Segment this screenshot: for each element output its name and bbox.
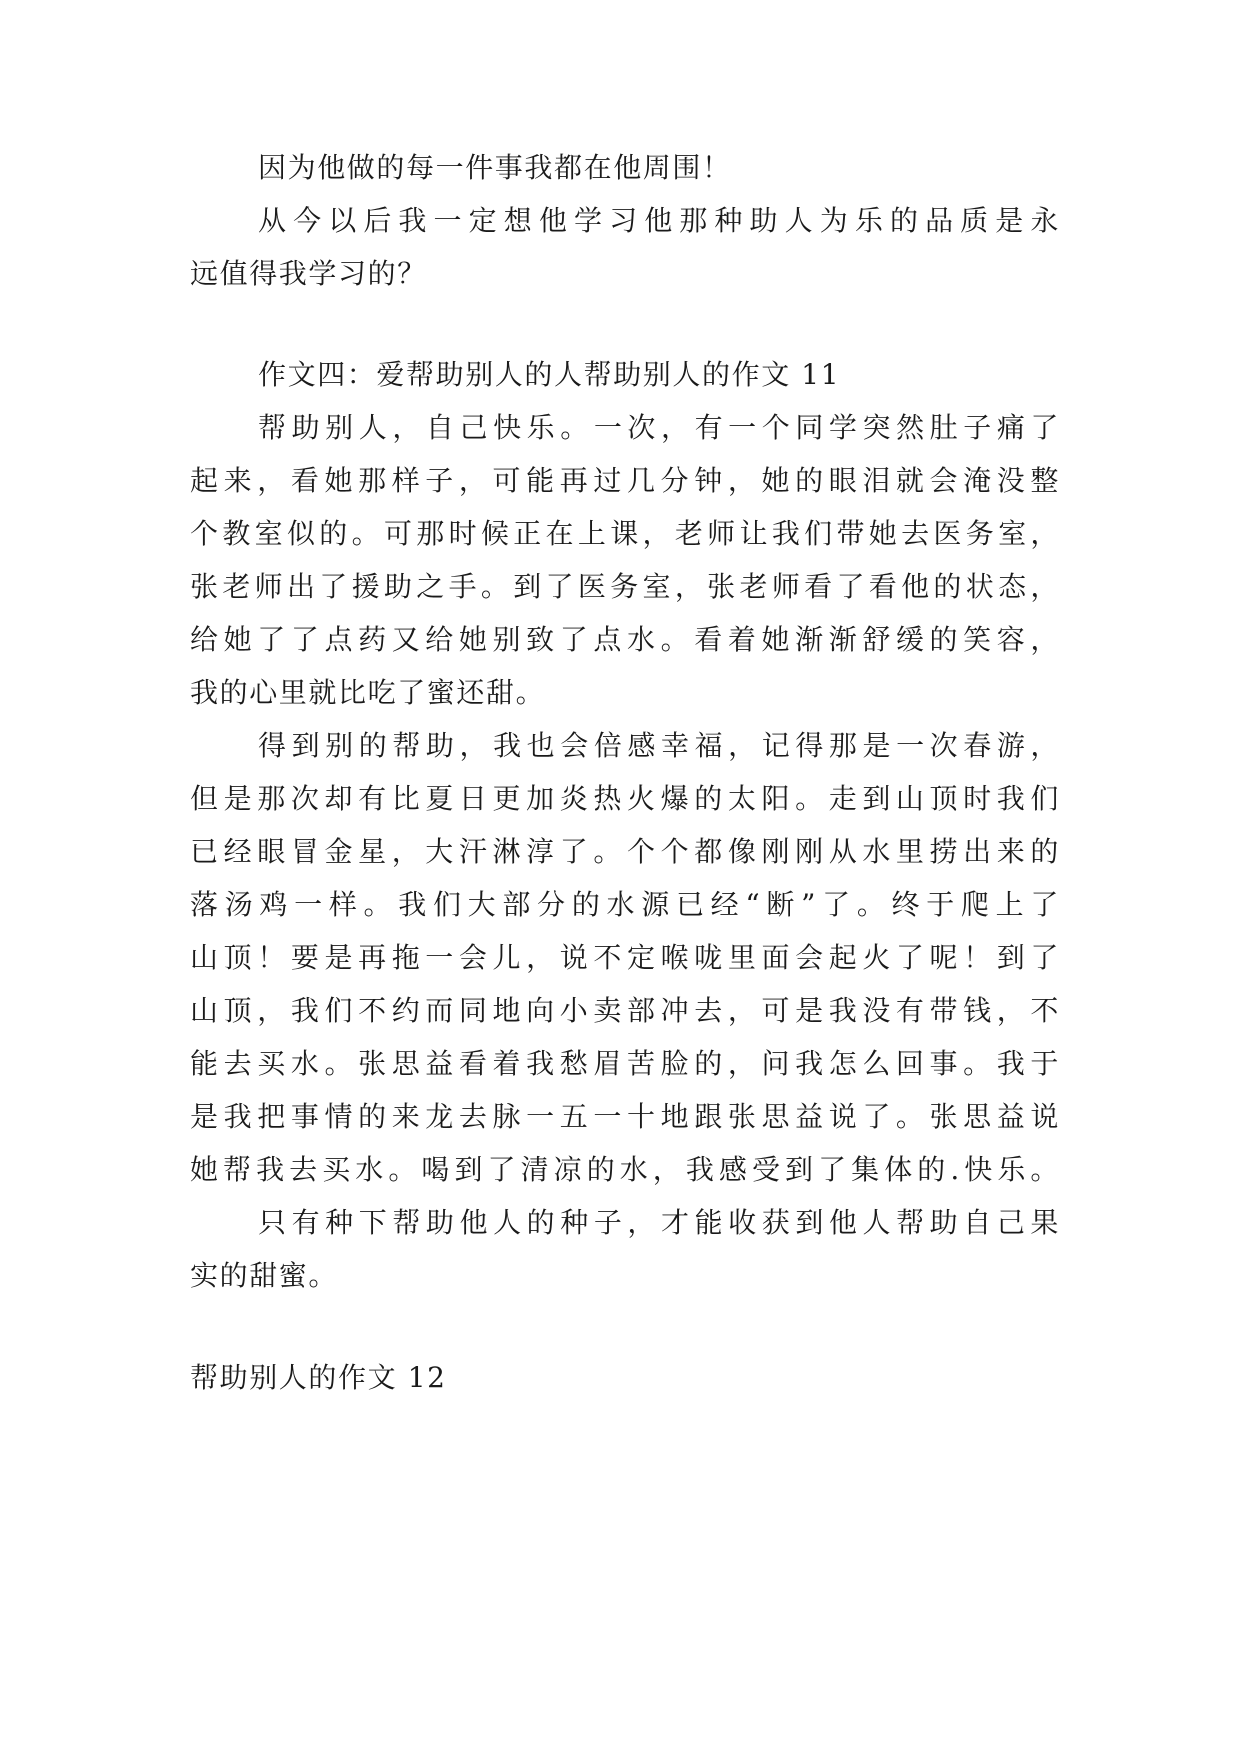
paragraph-line: 起来，看她那样子，可能再过几分钟，她的眼泪就会淹没整: [190, 464, 1060, 497]
paragraph-line: 得到别的帮助，我也会倍感幸福，记得那是一次春游，: [258, 729, 1060, 762]
paragraph-line: 帮助别人，自己快乐。一次，有一个同学突然肚子痛了: [258, 411, 1060, 444]
paragraph-line: 张老师出了援助之手。到了医务室，张老师看了看他的状态，: [190, 570, 1060, 603]
paragraph-line: 山顶！要是再拖一会儿，说不定喉咙里面会起火了呢！到了: [190, 941, 1060, 974]
paragraph-line: 从今以后我一定想他学习他那种助人为乐的品质是永: [258, 204, 1060, 237]
paragraph-line: 已经眼冒金星，大汗淋淳了。个个都像刚刚从水里捞出来的: [190, 835, 1060, 868]
paragraph-line: 给她了了点药又给她别致了点水。看着她渐渐舒缓的笑容，: [190, 623, 1060, 656]
paragraph-line: 山顶，我们不约而同地向小卖部冲去，可是我没有带钱，不: [190, 994, 1060, 1027]
section-heading: 帮助别人的作文 12: [190, 1361, 447, 1394]
paragraph-line: 但是那次却有比夏日更加炎热火爆的太阳。走到山顶时我们: [190, 782, 1060, 815]
paragraph-line: 只有种下帮助他人的种子，才能收获到他人帮助自己果: [258, 1206, 1060, 1239]
paragraph-line: 远值得我学习的？: [190, 257, 427, 290]
paragraph-line: 是我把事情的来龙去脉一五一十地跟张思益说了。张思益说: [190, 1100, 1060, 1133]
section-heading: 作文四：爱帮助别人的人帮助别人的作文 11: [258, 358, 841, 391]
paragraph-line: 因为他做的每一件事我都在他周围！: [258, 151, 732, 184]
paragraph-line: 个教室似的。可那时候正在上课，老师让我们带她去医务室，: [190, 517, 1060, 550]
paragraph-line: 落汤鸡一样。我们大部分的水源已经“断”了。终于爬上了: [190, 888, 1060, 921]
paragraph-line: 实的甜蜜。: [190, 1259, 339, 1292]
paragraph-line: 能去买水。张思益看着我愁眉苦脸的，问我怎么回事。我于: [190, 1047, 1060, 1080]
paragraph-line: 她帮我去买水。喝到了清凉的水，我感受到了集体的.快乐。: [190, 1153, 1060, 1186]
paragraph-line: 我的心里就比吃了蜜还甜。: [190, 676, 546, 709]
